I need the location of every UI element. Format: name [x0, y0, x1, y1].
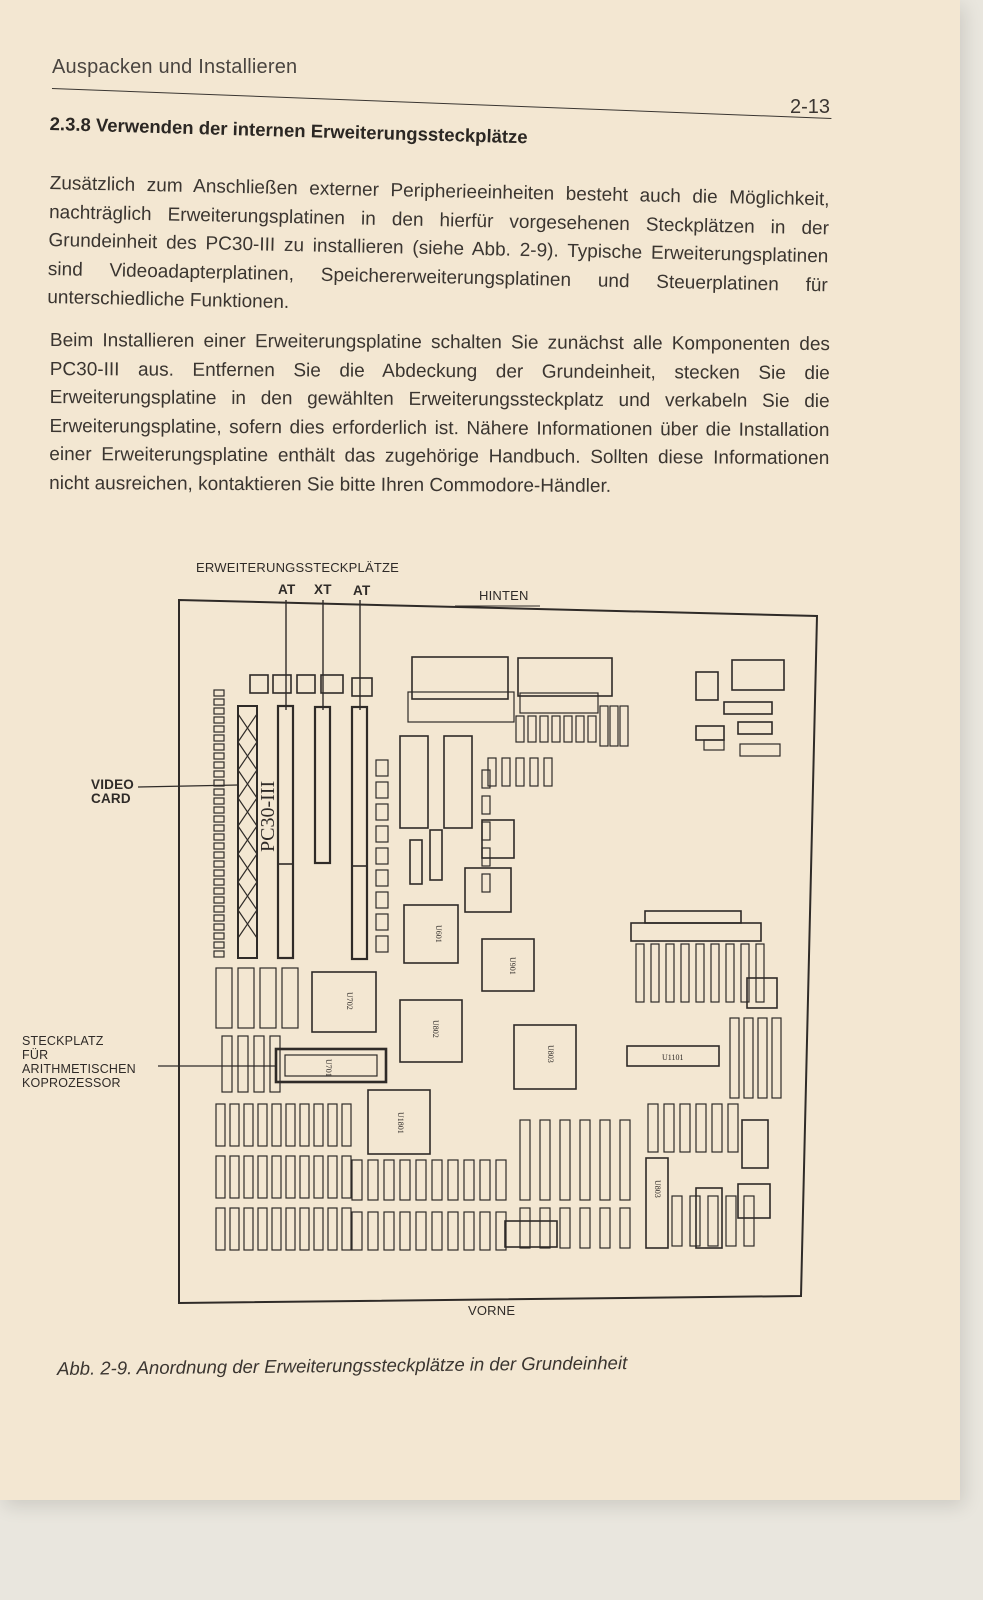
slot-label-at-2: AT [353, 583, 371, 598]
board-component [744, 1018, 753, 1098]
board-component [672, 1196, 682, 1246]
board-component [680, 1104, 690, 1152]
board-component [214, 753, 224, 759]
chip-label-9: U803 [653, 1180, 662, 1198]
board-component [342, 1156, 351, 1198]
board-component [314, 1208, 323, 1250]
board-component [610, 706, 618, 746]
chip-label-4: U802 [431, 1020, 440, 1038]
board-component [214, 735, 224, 741]
board-component [588, 716, 596, 742]
board-component [464, 1212, 474, 1250]
board-component [730, 1018, 739, 1098]
board-component [286, 1156, 295, 1198]
board-component [342, 1208, 351, 1250]
board-component [376, 760, 388, 776]
board-component [368, 1212, 378, 1250]
board-component [416, 1212, 426, 1250]
chip-label-5: U803 [546, 1045, 555, 1063]
label-expansion-slots: ERWEITERUNGSSTECKPLÄTZE [196, 560, 400, 575]
board-component [488, 758, 496, 786]
chip-label-2: U901 [508, 957, 517, 975]
board-component [376, 936, 388, 952]
board-component [696, 944, 704, 1002]
board-component [300, 1208, 309, 1250]
board-component [576, 716, 584, 742]
board-component [400, 1160, 410, 1200]
board-component [416, 1160, 426, 1200]
board-component [516, 758, 524, 786]
board-component [214, 825, 224, 831]
board-component [520, 1208, 530, 1248]
board-component [214, 789, 224, 795]
label-back: HINTEN [479, 588, 529, 603]
board-component [214, 843, 224, 849]
board-component [238, 1036, 248, 1092]
board-component [328, 1156, 337, 1198]
board-component [214, 807, 224, 813]
board-component [214, 888, 224, 894]
expansion-slot-xt [315, 707, 330, 863]
board-component [600, 706, 608, 746]
board-component [214, 879, 224, 885]
expansion-slot-at-2 [352, 707, 367, 959]
board-component [314, 1156, 323, 1198]
board-component [300, 1104, 309, 1146]
board-component [681, 944, 689, 1002]
board-component [352, 1160, 362, 1200]
board-component [384, 1212, 394, 1250]
board-component [230, 1104, 239, 1146]
board-component [214, 762, 224, 768]
board-component [368, 1160, 378, 1200]
board-component [214, 717, 224, 723]
board-component [214, 861, 224, 867]
board-component [516, 716, 524, 742]
board-component [728, 1104, 738, 1152]
board-component [214, 816, 224, 822]
board-component [600, 1120, 610, 1200]
board-component [244, 1104, 253, 1146]
board-component [448, 1212, 458, 1250]
board-component [448, 1160, 458, 1200]
board-component [216, 1208, 225, 1250]
board-component [580, 1120, 590, 1200]
board-component [708, 1196, 718, 1246]
board-component [696, 1104, 706, 1152]
board-component [214, 915, 224, 921]
board-component [540, 1208, 550, 1248]
board-component [214, 834, 224, 840]
board-component [244, 1156, 253, 1198]
board-component [342, 1104, 351, 1146]
board-component [552, 716, 560, 742]
board-component [600, 1208, 610, 1248]
board-component [214, 771, 224, 777]
slot-label-xt: XT [314, 582, 332, 597]
board-component [620, 1208, 630, 1248]
board-component [214, 906, 224, 912]
board-component [520, 1120, 530, 1200]
board-component [482, 770, 490, 788]
board-component [376, 782, 388, 798]
board-component [328, 1208, 337, 1250]
board-component [540, 716, 548, 742]
board-component [712, 1104, 722, 1152]
board-component [648, 1104, 658, 1152]
chip-label-1: U601 [434, 925, 443, 943]
board-component [758, 1018, 767, 1098]
board-component [214, 708, 224, 714]
board-component [384, 1160, 394, 1200]
board-component [620, 706, 628, 746]
board-component [352, 1212, 362, 1250]
board-component [376, 892, 388, 908]
board-component [620, 1120, 630, 1200]
board-component [560, 1208, 570, 1248]
board-component [432, 1212, 442, 1250]
label-video-card: VIDEO CARD [91, 777, 135, 806]
board-component [214, 852, 224, 858]
board-component [482, 796, 490, 814]
board-component [464, 1160, 474, 1200]
board-component [580, 1208, 590, 1248]
board-component [772, 1018, 781, 1098]
board-component [272, 1208, 281, 1250]
board-component [560, 1120, 570, 1200]
chip-label-3: U702 [345, 992, 354, 1010]
chip-label-8: U701 [324, 1059, 333, 1077]
board-component [666, 944, 674, 1002]
board-component [214, 690, 224, 696]
board-component [740, 744, 780, 756]
label-coprocessor-slot: STECKPLATZ FÜR ARITHMETISCHEN KOPROZESSOR [22, 1034, 136, 1090]
section-title: 2.3.8 Verwenden der internen Erweiterungssteckplätze [49, 113, 528, 148]
board-component [496, 1160, 506, 1200]
board-component [690, 1196, 700, 1246]
board-component [258, 1208, 267, 1250]
running-head: Auspacken und Installieren [52, 56, 298, 78]
board-component [544, 758, 552, 786]
board-component [482, 874, 490, 892]
board-component [258, 1156, 267, 1198]
board-component [272, 1104, 281, 1146]
page-number: 2-13 [790, 96, 831, 118]
board-component [230, 1156, 239, 1198]
board-component [230, 1208, 239, 1250]
board-component [214, 699, 224, 705]
board-component [214, 870, 224, 876]
board-component [286, 1104, 295, 1146]
board-component [376, 914, 388, 930]
chip-label-6: U1801 [396, 1112, 405, 1134]
board-component [244, 1208, 253, 1250]
label-front: VORNE [468, 1303, 516, 1318]
board-component [480, 1160, 490, 1200]
board-component [528, 716, 536, 742]
board-component [254, 1036, 264, 1092]
board-component [482, 848, 490, 866]
board-component [214, 726, 224, 732]
board-component [482, 822, 490, 840]
video-card-slot [238, 706, 257, 958]
board-component [744, 1196, 754, 1246]
board-component [272, 1156, 281, 1198]
board-component [540, 1120, 550, 1200]
board-component [432, 1160, 442, 1200]
board-component [711, 944, 719, 1002]
board-component [651, 944, 659, 1002]
board-component [216, 1156, 225, 1198]
board-component [214, 897, 224, 903]
board-component [502, 758, 510, 786]
board-component [636, 944, 644, 1002]
paragraph-1: Zusätzlich zum Anschließen externer Peripherieeinheiten besteht auch die Möglichkeit, nachträglich Erweiterungsplatinen in den hierfür vorgesehenen Steckplätzen in der Grundeinheit des PC30-III zu installieren (siehe Abb. 2-9). Typische Erweiterungsplatinen sind Videoadapterplatinen, Speichererweiterungsplatinen und Steuerplatinen für unterschiedliche Funktionen. [47, 172, 830, 314]
board-component [376, 848, 388, 864]
board-component [726, 944, 734, 1002]
board-component [282, 968, 298, 1028]
board-component [216, 968, 232, 1028]
chip-label-7: U1101 [662, 1053, 684, 1062]
board-component [222, 1036, 232, 1092]
board-component [376, 804, 388, 820]
board-component [480, 1212, 490, 1250]
board-component [214, 942, 224, 948]
board-component [216, 1104, 225, 1146]
board-component [314, 1104, 323, 1146]
board-component [214, 744, 224, 750]
board-component [664, 1104, 674, 1152]
board-component [260, 968, 276, 1028]
board-component [400, 1212, 410, 1250]
board-component [756, 944, 764, 1002]
board-component [376, 826, 388, 842]
slot-label-at-1: AT [278, 582, 296, 597]
paragraph-2: Beim Installieren einer Erweiterungsplatine schalten Sie zunächst alle Komponenten des PC30-III aus. Entfernen Sie die Abdeckung der Grundeinheit, stecken Sie die Erweiterungsplatine in den gewählten Erweiterungssteckplatz und verkabeln Sie die Erweiterungsplatine, sofern dies erforderlich ist. Nähere Informationen über die Installation einer Erweiterungsplatine enthält das zugehörige Handbuch. Sollten diese Informationen nicht ausreichen, kontaktieren Sie bitte Ihren Commodore-Händler. [49, 329, 830, 497]
board-marking: PC30-III [257, 780, 279, 852]
board-component [214, 951, 224, 957]
board-component [286, 1208, 295, 1250]
board-component [258, 1104, 267, 1146]
board-component [328, 1104, 337, 1146]
board-component [564, 716, 572, 742]
board-component [238, 968, 254, 1028]
board-component [214, 798, 224, 804]
board-component [300, 1156, 309, 1198]
board-component [530, 758, 538, 786]
board-component [726, 1196, 736, 1246]
board-component [376, 870, 388, 886]
figure-caption: Abb. 2-9. Anordnung der Erweiterungssteckplätze in der Grundeinheit [57, 1352, 628, 1379]
board-component [214, 933, 224, 939]
board-component [704, 740, 724, 750]
board-component [214, 924, 224, 930]
expansion-slot-at-1 [278, 706, 293, 958]
